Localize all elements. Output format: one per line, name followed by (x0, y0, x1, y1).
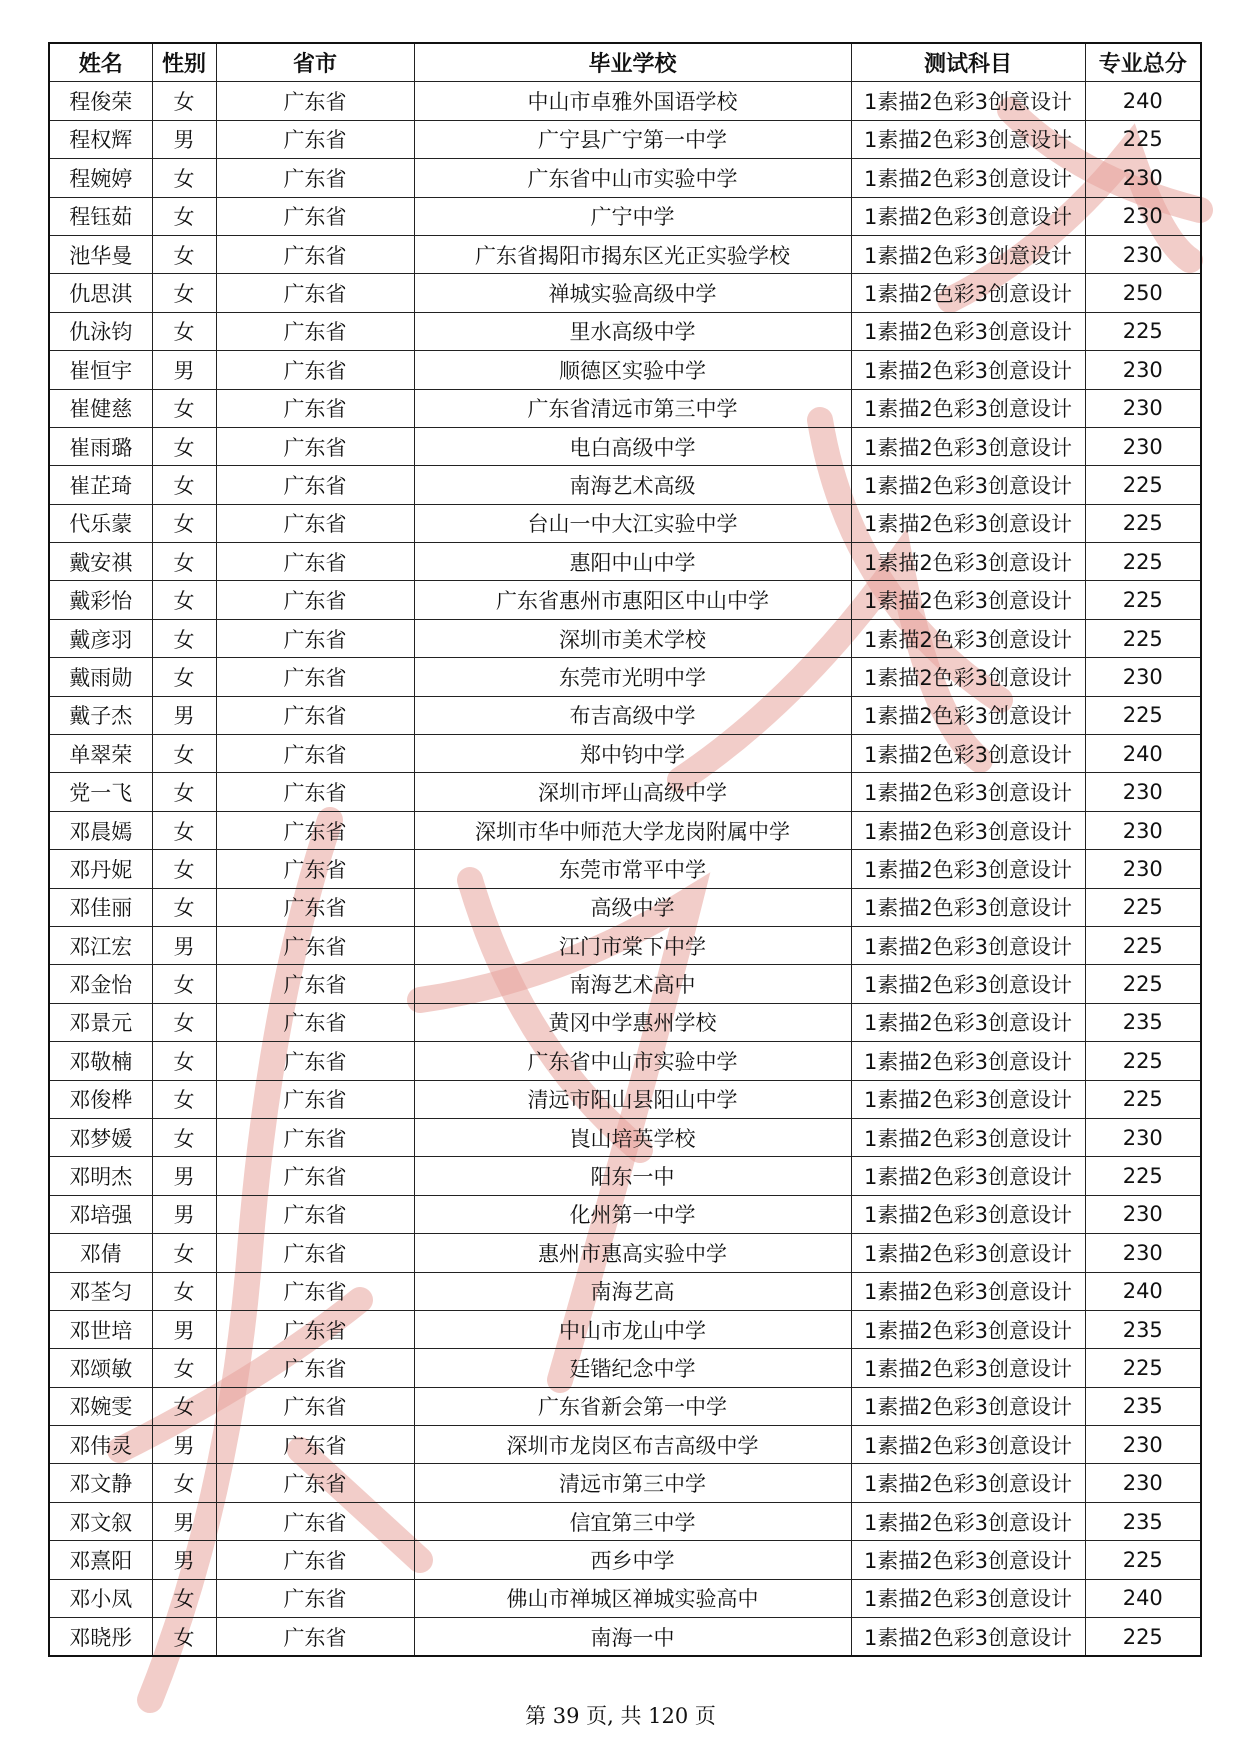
school-cell: 广东省揭阳市揭东区光正实验学校 (414, 235, 851, 273)
table-row (49, 1157, 1201, 1195)
province-cell: 广东省 (216, 543, 414, 581)
school-cell: 布吉高级中学 (414, 696, 851, 734)
subjects-cell: 1素描2色彩3创意设计 (851, 773, 1085, 811)
score-cell: 240 (1085, 82, 1201, 120)
gender-cell: 女 (152, 735, 216, 773)
gender-cell: 女 (152, 427, 216, 465)
score-cell: 230 (1085, 197, 1201, 235)
gender-cell: 女 (152, 1234, 216, 1272)
table-row (49, 696, 1201, 734)
table-row (49, 965, 1201, 1003)
table-row (49, 658, 1201, 696)
table-row (49, 1118, 1201, 1156)
table-row (49, 235, 1201, 273)
table-row (49, 735, 1201, 773)
gender-cell: 男 (152, 1157, 216, 1195)
gender-cell: 女 (152, 888, 216, 926)
subjects-cell: 1素描2色彩3创意设计 (851, 1387, 1085, 1425)
name-cell: 戴子杰 (49, 696, 152, 734)
province-cell: 广东省 (216, 850, 414, 888)
score-cell: 230 (1085, 1195, 1201, 1233)
name-cell: 邓明杰 (49, 1157, 152, 1195)
subjects-cell: 1素描2色彩3创意设计 (851, 312, 1085, 350)
province-cell: 广东省 (216, 120, 414, 158)
gender-cell: 女 (152, 1349, 216, 1387)
name-cell: 邓丹妮 (49, 850, 152, 888)
table-row (49, 1080, 1201, 1118)
school-cell: 崀山培英学校 (414, 1118, 851, 1156)
gender-cell: 女 (152, 850, 216, 888)
table-row (49, 926, 1201, 964)
name-cell: 邓晨嫣 (49, 811, 152, 849)
gender-cell: 女 (152, 1464, 216, 1502)
gender-cell: 女 (152, 1618, 216, 1657)
province-cell: 广东省 (216, 1042, 414, 1080)
table-row (49, 1426, 1201, 1464)
province-cell: 广东省 (216, 1118, 414, 1156)
name-cell: 程钰茹 (49, 197, 152, 235)
score-cell: 235 (1085, 1310, 1201, 1348)
gender-cell: 女 (152, 82, 216, 120)
gender-cell: 男 (152, 351, 216, 389)
province-cell: 广东省 (216, 658, 414, 696)
name-cell: 邓小凤 (49, 1579, 152, 1617)
subjects-cell: 1素描2色彩3创意设计 (851, 850, 1085, 888)
province-cell: 广东省 (216, 1157, 414, 1195)
col-header-province: 省市 (216, 43, 414, 82)
name-cell: 单翠荣 (49, 735, 152, 773)
table-row (49, 1195, 1201, 1233)
province-cell: 广东省 (216, 965, 414, 1003)
table-row (49, 1541, 1201, 1579)
name-cell: 邓文静 (49, 1464, 152, 1502)
subjects-cell: 1素描2色彩3创意设计 (851, 1234, 1085, 1272)
province-cell: 广东省 (216, 1349, 414, 1387)
table-row (49, 427, 1201, 465)
school-cell: 顺德区实验中学 (414, 351, 851, 389)
name-cell: 邓梦媛 (49, 1118, 152, 1156)
gender-cell: 女 (152, 1080, 216, 1118)
table-row (49, 466, 1201, 504)
school-cell: 南海艺术高中 (414, 965, 851, 1003)
score-cell: 230 (1085, 159, 1201, 197)
table-row (49, 1502, 1201, 1540)
subjects-cell: 1素描2色彩3创意设计 (851, 1541, 1085, 1579)
gender-cell: 男 (152, 696, 216, 734)
subjects-cell: 1素描2色彩3创意设计 (851, 1426, 1085, 1464)
school-cell: 惠阳中山中学 (414, 543, 851, 581)
name-cell: 程婉婷 (49, 159, 152, 197)
score-cell: 230 (1085, 235, 1201, 273)
gender-cell: 女 (152, 1042, 216, 1080)
gender-cell: 男 (152, 926, 216, 964)
gender-cell: 女 (152, 773, 216, 811)
subjects-cell: 1素描2色彩3创意设计 (851, 811, 1085, 849)
subjects-cell: 1素描2色彩3创意设计 (851, 1080, 1085, 1118)
school-cell: 深圳市坪山高级中学 (414, 773, 851, 811)
score-cell: 230 (1085, 811, 1201, 849)
score-cell: 250 (1085, 274, 1201, 312)
score-cell: 240 (1085, 1272, 1201, 1310)
subjects-cell: 1素描2色彩3创意设计 (851, 274, 1085, 312)
province-cell: 广东省 (216, 351, 414, 389)
name-cell: 戴彩怡 (49, 581, 152, 619)
score-cell: 225 (1085, 926, 1201, 964)
gender-cell: 女 (152, 811, 216, 849)
school-cell: 清远市阳山县阳山中学 (414, 1080, 851, 1118)
table-row (49, 1042, 1201, 1080)
province-cell: 广东省 (216, 1195, 414, 1233)
subjects-cell: 1素描2色彩3创意设计 (851, 1195, 1085, 1233)
subjects-cell: 1素描2色彩3创意设计 (851, 658, 1085, 696)
table-row (49, 850, 1201, 888)
province-cell: 广东省 (216, 926, 414, 964)
name-cell: 邓景元 (49, 1003, 152, 1041)
table-row (49, 504, 1201, 542)
score-cell: 230 (1085, 850, 1201, 888)
score-table (48, 42, 1202, 1657)
province-cell: 广东省 (216, 1310, 414, 1348)
gender-cell: 女 (152, 543, 216, 581)
province-cell: 广东省 (216, 1541, 414, 1579)
name-cell: 程权辉 (49, 120, 152, 158)
score-cell: 225 (1085, 1618, 1201, 1657)
gender-cell: 男 (152, 1195, 216, 1233)
school-cell: 广宁县广宁第一中学 (414, 120, 851, 158)
school-cell: 南海艺高 (414, 1272, 851, 1310)
province-cell: 广东省 (216, 312, 414, 350)
score-cell: 235 (1085, 1387, 1201, 1425)
name-cell: 戴雨勋 (49, 658, 152, 696)
school-cell: 广东省惠州市惠阳区中山中学 (414, 581, 851, 619)
table-row (49, 773, 1201, 811)
table-row (49, 581, 1201, 619)
subjects-cell: 1素描2色彩3创意设计 (851, 1118, 1085, 1156)
name-cell: 邓文叙 (49, 1502, 152, 1540)
name-cell: 崔芷琦 (49, 466, 152, 504)
name-cell: 邓熹阳 (49, 1541, 152, 1579)
name-cell: 邓敬楠 (49, 1042, 152, 1080)
name-cell: 崔健慈 (49, 389, 152, 427)
subjects-cell: 1素描2色彩3创意设计 (851, 888, 1085, 926)
subjects-cell: 1素描2色彩3创意设计 (851, 1618, 1085, 1657)
col-header-subjects: 测试科目 (851, 43, 1085, 82)
table-header-row (49, 43, 1201, 82)
province-cell: 广东省 (216, 581, 414, 619)
province-cell: 广东省 (216, 197, 414, 235)
score-cell: 240 (1085, 1579, 1201, 1617)
table-row (49, 1003, 1201, 1041)
province-cell: 广东省 (216, 82, 414, 120)
name-cell: 池华曼 (49, 235, 152, 273)
score-cell: 225 (1085, 543, 1201, 581)
gender-cell: 女 (152, 235, 216, 273)
score-cell: 225 (1085, 466, 1201, 504)
table-row (49, 888, 1201, 926)
score-cell: 225 (1085, 965, 1201, 1003)
school-cell: 台山一中大江实验中学 (414, 504, 851, 542)
school-cell: 南海一中 (414, 1618, 851, 1657)
table-row (49, 1387, 1201, 1425)
table-row (49, 1349, 1201, 1387)
province-cell: 广东省 (216, 1426, 414, 1464)
table-row (49, 1618, 1201, 1657)
province-cell: 广东省 (216, 1502, 414, 1540)
school-cell: 郑中钧中学 (414, 735, 851, 773)
name-cell: 邓江宏 (49, 926, 152, 964)
province-cell: 广东省 (216, 466, 414, 504)
score-cell: 225 (1085, 1541, 1201, 1579)
table-row (49, 1310, 1201, 1348)
name-cell: 邓荃匀 (49, 1272, 152, 1310)
table-row (49, 82, 1201, 120)
score-cell: 225 (1085, 120, 1201, 158)
school-cell: 信宜第三中学 (414, 1502, 851, 1540)
subjects-cell: 1素描2色彩3创意设计 (851, 82, 1085, 120)
score-cell: 225 (1085, 696, 1201, 734)
province-cell: 广东省 (216, 504, 414, 542)
province-cell: 广东省 (216, 888, 414, 926)
score-cell: 225 (1085, 581, 1201, 619)
province-cell: 广东省 (216, 696, 414, 734)
province-cell: 广东省 (216, 811, 414, 849)
school-cell: 东莞市光明中学 (414, 658, 851, 696)
subjects-cell: 1素描2色彩3创意设计 (851, 1464, 1085, 1502)
school-cell: 黄冈中学惠州学校 (414, 1003, 851, 1041)
school-cell: 阳东一中 (414, 1157, 851, 1195)
school-cell: 广东省中山市实验中学 (414, 159, 851, 197)
subjects-cell: 1素描2色彩3创意设计 (851, 389, 1085, 427)
page-footer: 第 39 页, 共 120 页 (525, 1704, 716, 1728)
gender-cell: 男 (152, 1502, 216, 1540)
score-cell: 225 (1085, 504, 1201, 542)
table-row (49, 351, 1201, 389)
name-cell: 邓佳丽 (49, 888, 152, 926)
gender-cell: 男 (152, 1541, 216, 1579)
table-row (49, 159, 1201, 197)
gender-cell: 女 (152, 619, 216, 657)
score-cell: 230 (1085, 427, 1201, 465)
school-cell: 广宁中学 (414, 197, 851, 235)
subjects-cell: 1素描2色彩3创意设计 (851, 1272, 1085, 1310)
province-cell: 广东省 (216, 773, 414, 811)
subjects-cell: 1素描2色彩3创意设计 (851, 197, 1085, 235)
school-cell: 广东省新会第一中学 (414, 1387, 851, 1425)
name-cell: 邓培强 (49, 1195, 152, 1233)
gender-cell: 女 (152, 274, 216, 312)
subjects-cell: 1素描2色彩3创意设计 (851, 581, 1085, 619)
subjects-cell: 1素描2色彩3创意设计 (851, 351, 1085, 389)
name-cell: 邓晓彤 (49, 1618, 152, 1657)
table-row (49, 312, 1201, 350)
score-cell: 230 (1085, 773, 1201, 811)
province-cell: 广东省 (216, 1234, 414, 1272)
subjects-cell: 1素描2色彩3创意设计 (851, 1003, 1085, 1041)
table-row (49, 1234, 1201, 1272)
province-cell: 广东省 (216, 1080, 414, 1118)
subjects-cell: 1素描2色彩3创意设计 (851, 1310, 1085, 1348)
table-row (49, 197, 1201, 235)
score-cell: 225 (1085, 888, 1201, 926)
school-cell: 西乡中学 (414, 1541, 851, 1579)
province-cell: 广东省 (216, 1272, 414, 1310)
col-header-name: 姓名 (49, 43, 152, 82)
col-header-school: 毕业学校 (414, 43, 851, 82)
subjects-cell: 1素描2色彩3创意设计 (851, 543, 1085, 581)
table-row (49, 1272, 1201, 1310)
name-cell: 崔雨璐 (49, 427, 152, 465)
score-cell: 230 (1085, 389, 1201, 427)
col-header-gender: 性别 (152, 43, 216, 82)
subjects-cell: 1素描2色彩3创意设计 (851, 926, 1085, 964)
subjects-cell: 1素描2色彩3创意设计 (851, 120, 1085, 158)
school-cell: 深圳市美术学校 (414, 619, 851, 657)
gender-cell: 女 (152, 197, 216, 235)
subjects-cell: 1素描2色彩3创意设计 (851, 1579, 1085, 1617)
school-cell: 里水高级中学 (414, 312, 851, 350)
gender-cell: 女 (152, 1272, 216, 1310)
table-row (49, 543, 1201, 581)
score-cell: 230 (1085, 1464, 1201, 1502)
subjects-cell: 1素描2色彩3创意设计 (851, 1157, 1085, 1195)
province-cell: 广东省 (216, 1618, 414, 1657)
province-cell: 广东省 (216, 1464, 414, 1502)
province-cell: 广东省 (216, 619, 414, 657)
name-cell: 戴彦羽 (49, 619, 152, 657)
col-header-total-score: 专业总分 (1085, 43, 1201, 82)
table-row (49, 1464, 1201, 1502)
school-cell: 电白高级中学 (414, 427, 851, 465)
province-cell: 广东省 (216, 1579, 414, 1617)
gender-cell: 女 (152, 1003, 216, 1041)
name-cell: 仇泳钧 (49, 312, 152, 350)
subjects-cell: 1素描2色彩3创意设计 (851, 159, 1085, 197)
table-row (49, 811, 1201, 849)
school-cell: 化州第一中学 (414, 1195, 851, 1233)
score-cell: 225 (1085, 1349, 1201, 1387)
score-cell: 235 (1085, 1502, 1201, 1540)
school-cell: 高级中学 (414, 888, 851, 926)
name-cell: 代乐蒙 (49, 504, 152, 542)
school-cell: 中山市卓雅外国语学校 (414, 82, 851, 120)
province-cell: 广东省 (216, 159, 414, 197)
school-cell: 东莞市常平中学 (414, 850, 851, 888)
score-cell: 235 (1085, 1003, 1201, 1041)
gender-cell: 男 (152, 1426, 216, 1464)
name-cell: 邓伟灵 (49, 1426, 152, 1464)
school-cell: 廷锴纪念中学 (414, 1349, 851, 1387)
name-cell: 仇思淇 (49, 274, 152, 312)
province-cell: 广东省 (216, 1003, 414, 1041)
gender-cell: 女 (152, 504, 216, 542)
subjects-cell: 1素描2色彩3创意设计 (851, 466, 1085, 504)
school-cell: 中山市龙山中学 (414, 1310, 851, 1348)
school-cell: 佛山市禅城区禅城实验高中 (414, 1579, 851, 1617)
gender-cell: 女 (152, 1118, 216, 1156)
name-cell: 程俊荣 (49, 82, 152, 120)
gender-cell: 男 (152, 1310, 216, 1348)
subjects-cell: 1素描2色彩3创意设计 (851, 504, 1085, 542)
score-cell: 230 (1085, 1426, 1201, 1464)
gender-cell: 女 (152, 312, 216, 350)
province-cell: 广东省 (216, 389, 414, 427)
score-cell: 240 (1085, 735, 1201, 773)
province-cell: 广东省 (216, 427, 414, 465)
table-row (49, 1579, 1201, 1617)
province-cell: 广东省 (216, 235, 414, 273)
school-cell: 惠州市惠高实验中学 (414, 1234, 851, 1272)
name-cell: 邓颂敏 (49, 1349, 152, 1387)
score-cell: 230 (1085, 1234, 1201, 1272)
gender-cell: 女 (152, 1387, 216, 1425)
score-cell: 225 (1085, 1042, 1201, 1080)
score-cell: 225 (1085, 1157, 1201, 1195)
gender-cell: 女 (152, 159, 216, 197)
gender-cell: 男 (152, 120, 216, 158)
table-row (49, 389, 1201, 427)
score-cell: 230 (1085, 1118, 1201, 1156)
subjects-cell: 1素描2色彩3创意设计 (851, 1042, 1085, 1080)
subjects-cell: 1素描2色彩3创意设计 (851, 235, 1085, 273)
gender-cell: 女 (152, 658, 216, 696)
school-cell: 江门市棠下中学 (414, 926, 851, 964)
subjects-cell: 1素描2色彩3创意设计 (851, 619, 1085, 657)
name-cell: 戴安祺 (49, 543, 152, 581)
table-row (49, 120, 1201, 158)
subjects-cell: 1素描2色彩3创意设计 (851, 1502, 1085, 1540)
score-cell: 230 (1085, 658, 1201, 696)
subjects-cell: 1素描2色彩3创意设计 (851, 965, 1085, 1003)
name-cell: 邓世培 (49, 1310, 152, 1348)
score-cell: 225 (1085, 1080, 1201, 1118)
gender-cell: 女 (152, 466, 216, 504)
gender-cell: 女 (152, 581, 216, 619)
gender-cell: 女 (152, 965, 216, 1003)
subjects-cell: 1素描2色彩3创意设计 (851, 1349, 1085, 1387)
name-cell: 邓金怡 (49, 965, 152, 1003)
province-cell: 广东省 (216, 735, 414, 773)
school-cell: 南海艺术高级 (414, 466, 851, 504)
school-cell: 深圳市华中师范大学龙岗附属中学 (414, 811, 851, 849)
school-cell: 广东省中山市实验中学 (414, 1042, 851, 1080)
name-cell: 邓婉雯 (49, 1387, 152, 1425)
name-cell: 崔恒宇 (49, 351, 152, 389)
score-cell: 230 (1085, 351, 1201, 389)
score-cell: 225 (1085, 619, 1201, 657)
subjects-cell: 1素描2色彩3创意设计 (851, 427, 1085, 465)
score-cell: 225 (1085, 312, 1201, 350)
table-row (49, 274, 1201, 312)
name-cell: 邓倩 (49, 1234, 152, 1272)
gender-cell: 女 (152, 1579, 216, 1617)
school-cell: 深圳市龙岗区布吉高级中学 (414, 1426, 851, 1464)
province-cell: 广东省 (216, 1387, 414, 1425)
subjects-cell: 1素描2色彩3创意设计 (851, 696, 1085, 734)
gender-cell: 女 (152, 389, 216, 427)
school-cell: 禅城实验高级中学 (414, 274, 851, 312)
school-cell: 广东省清远市第三中学 (414, 389, 851, 427)
name-cell: 邓俊桦 (49, 1080, 152, 1118)
table-row (49, 619, 1201, 657)
school-cell: 清远市第三中学 (414, 1464, 851, 1502)
province-cell: 广东省 (216, 274, 414, 312)
subjects-cell: 1素描2色彩3创意设计 (851, 735, 1085, 773)
name-cell: 党一飞 (49, 773, 152, 811)
